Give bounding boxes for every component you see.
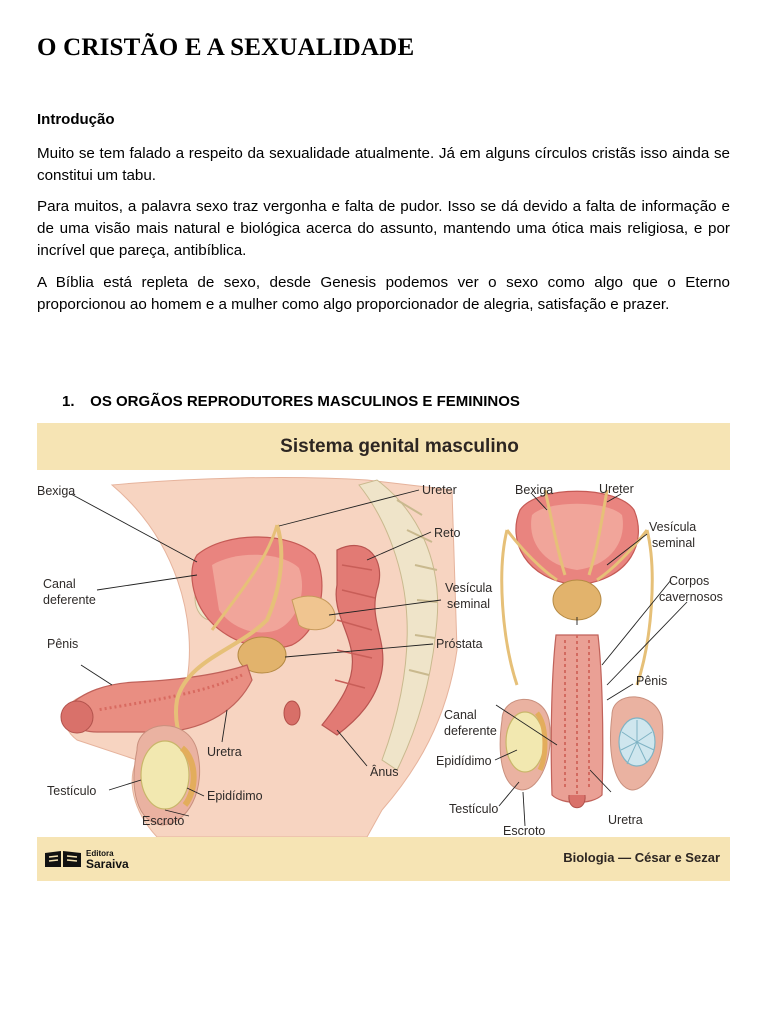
paragraph-1: Muito se tem falado a respeito da sexualidade atualmente. Já em alguns círculos cristãs isso ainda se constitui um tabu.: [37, 145, 730, 184]
label-ureter-front: Ureter: [599, 482, 634, 496]
intro-heading: Introdução: [37, 111, 115, 128]
label-vesicula-side-2: seminal: [447, 597, 491, 611]
figure-title: Sistema genital masculino: [280, 435, 519, 457]
publisher-logo: [43, 849, 129, 869]
label-canal-side-1: Canal: [43, 577, 76, 591]
label-bexiga-front: Bexiga: [515, 483, 554, 497]
publisher-name: [86, 849, 129, 869]
anatomy-figure: [37, 423, 730, 881]
label-vesicula-front-2: seminal: [652, 536, 696, 550]
label-epididimo-side: Epidídimo: [207, 789, 263, 803]
publisher-line-1: Editora: [86, 849, 114, 858]
front-view-illustration: [500, 490, 663, 808]
label-epididimo-front: Epidídimo: [436, 754, 492, 768]
label-uretra-side: Uretra: [207, 745, 242, 759]
label-corpos-front-1: Corpos: [669, 574, 710, 588]
label-canal-front-1: Canal: [444, 708, 477, 722]
anatomy-illustration: [37, 470, 730, 837]
document-title: O CRISTÃO E A SEXUALIDADE: [37, 34, 415, 61]
figure-credit: Biologia — César e Sezar: [563, 850, 720, 865]
paragraph-2: Para muitos, a palavra sexo traz vergonha e falta de pudor. Isso se dá devido a falta de informação e de uma visão mais natural e biológica acerca do assunto, mantendo uma ótica mais religiosa, e por incrível que pareça, antibíblica.: [37, 198, 730, 259]
figure-footer: [37, 837, 730, 881]
label-vesicula-front-1: Vesícula: [649, 520, 697, 534]
section-title: OS ORGÃOS REPRODUTORES MASCULINOS E FEMININOS: [90, 393, 520, 410]
label-penis-side: Pênis: [47, 637, 79, 651]
label-escroto-front: Escroto: [503, 824, 546, 837]
open-book-icon: [43, 849, 83, 869]
label-testiculo-front: Testículo: [449, 802, 499, 816]
section-number: 1.: [62, 393, 75, 410]
label-corpos-front-2: cavernosos: [659, 590, 723, 604]
label-bexiga-side: Bexiga: [37, 484, 76, 498]
label-testiculo-side: Testículo: [47, 784, 97, 798]
figure-header: [37, 423, 730, 470]
section-heading: [62, 393, 520, 410]
label-reto-side: Reto: [434, 526, 461, 540]
label-vesicula-side-1: Vesícula: [445, 581, 493, 595]
label-canal-front-2: deferente: [444, 724, 497, 738]
label-canal-side-2: deferente: [43, 593, 96, 607]
publisher-line-2: Saraiva: [86, 857, 129, 871]
label-escroto-side: Escroto: [142, 814, 185, 828]
paragraph-3: A Bíblia está repleta de sexo, desde Genesis podemos ver o sexo como algo que o Eterno proporcionou ao homem e a mulher como algo proporcionador de alegria, satisfação e prazer.: [37, 274, 730, 313]
label-penis-front: Pênis: [636, 674, 668, 688]
label-ureter-side: Ureter: [422, 483, 457, 497]
label-anus-side: Ânus: [370, 765, 399, 779]
label-prostata-side: Próstata: [436, 637, 483, 651]
side-view-illustration: [61, 478, 457, 837]
label-uretra-front: Uretra: [608, 813, 643, 827]
